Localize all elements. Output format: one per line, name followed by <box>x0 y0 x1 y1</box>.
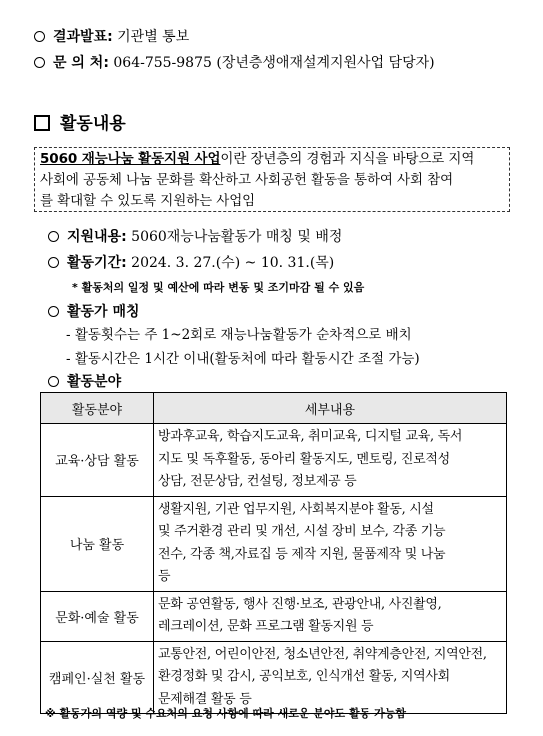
detail-line: 문화 공연활동, 행사 진행·보조, 관광안내, 사진촬영, <box>158 596 442 612</box>
detail-line: 전수, 각종 책,자료집 등 제작 지원, 물품제작 및 나눔 <box>158 546 446 562</box>
period-line <box>48 252 334 272</box>
detail-line: 환경정화 및 감시, 공익보호, 인식개선 활동, 지역사회 <box>158 669 450 684</box>
fields-heading <box>48 371 121 391</box>
row-category: 나눔 활동 <box>41 496 154 591</box>
table-row <box>41 591 507 641</box>
table-header-row <box>41 393 507 424</box>
circle-bullet-icon <box>48 376 59 387</box>
fields-label: 활동분야 <box>67 374 122 390</box>
circle-bullet-icon <box>48 257 59 268</box>
contact-value: 064-755-9875 (장년층생애재설계지원사업 담당자) <box>113 55 435 71</box>
period-note: * 활동처의 일정 및 예산에 따라 변동 및 조기마감 될 수 있음 <box>72 281 365 294</box>
detail-line: 교통안전, 어린이안전, 청소년안전, 취약계층안전, 지역안전, <box>158 646 487 662</box>
circle-bullet-icon <box>48 231 59 242</box>
row-category: 문화·예술 활동 <box>41 591 154 641</box>
table-header-category: 활동분야 <box>41 393 154 424</box>
matching-heading <box>48 301 140 321</box>
matching-item: - 활동시간은 1시간 이내(활동처에 따라 활동시간 조절 가능) <box>66 351 420 367</box>
fields-footnote: ※ 활동가의 역량 및 수요처의 요청 사항에 따라 새로운 분야도 활동 가능함 <box>45 707 406 720</box>
matching-item: - 활동횟수는 주 1~2회로 재능나눔활동가 순차적으로 배치 <box>66 327 412 343</box>
summary-box <box>34 147 510 212</box>
summary-highlight: 5060 재능나눔 활동지원 사업 <box>40 151 221 167</box>
detail-line: 문제해결 활동 등 <box>158 691 252 707</box>
circle-bullet-icon <box>48 306 59 317</box>
table-row <box>41 496 507 591</box>
detail-line: 상담, 전문상담, 컨설팅, 정보제공 등 <box>158 474 357 489</box>
row-category: 캠페인·실천 활동 <box>41 641 154 714</box>
circle-bullet-icon <box>34 57 45 68</box>
summary-line-3: 를 확대할 수 있도록 지원하는 사업임 <box>40 193 256 209</box>
detail-line: 레크레이션, 문화 프로그램 활동지원 등 <box>158 619 374 634</box>
detail-line: 방과후교육, 학습지도교육, 취미교육, 디지털 교육, 독서 <box>158 429 463 444</box>
result-label: 결과발표: <box>53 29 113 45</box>
summary-line-1-rest: 이란 장년층의 경험과 지식을 바탕으로 지역 <box>220 151 475 167</box>
summary-line-1 <box>40 149 504 170</box>
section-heading <box>34 109 126 134</box>
result-value: 기관별 통보 <box>117 29 190 45</box>
detail-line: 등 <box>158 569 171 584</box>
circle-bullet-icon <box>34 31 45 42</box>
period-value: 2024. 3. 27.(수) ~ 10. 31.(목) <box>131 255 335 271</box>
result-line <box>34 26 189 46</box>
row-detail <box>154 424 507 497</box>
contact-label: 문 의 처: <box>53 55 109 71</box>
fields-table <box>40 392 507 714</box>
period-label: 활동기간: <box>67 255 127 271</box>
detail-line: 및 주거환경 관리 및 개선, 시설 장비 보수, 각종 기능 <box>158 524 446 539</box>
square-bullet-icon <box>34 115 50 131</box>
support-label: 지원내용: <box>67 229 127 245</box>
detail-line: 지도 및 독후활동, 동아리 활동지도, 멘토링, 진로적성 <box>158 451 450 467</box>
table-header-detail: 세부내용 <box>154 393 507 424</box>
support-value: 5060재능나눔활동가 매칭 및 배정 <box>131 229 343 245</box>
table-row <box>41 641 507 714</box>
row-detail <box>154 641 507 714</box>
row-category: 교육·상담 활동 <box>41 424 154 497</box>
row-detail <box>154 496 507 591</box>
summary-line-2: 사회에 공동체 나눔 문화를 확산하고 사회공헌 활동을 통하여 사회 참여 <box>40 172 454 188</box>
section-title: 활동내용 <box>60 114 126 134</box>
contact-line <box>34 52 435 72</box>
support-line <box>48 226 342 246</box>
row-detail <box>154 591 507 641</box>
matching-label: 활동가 매칭 <box>67 304 140 320</box>
detail-line: 생활지원, 기관 업무지원, 사회복지분야 활동, 시설 <box>158 501 434 517</box>
table-row <box>41 424 507 497</box>
